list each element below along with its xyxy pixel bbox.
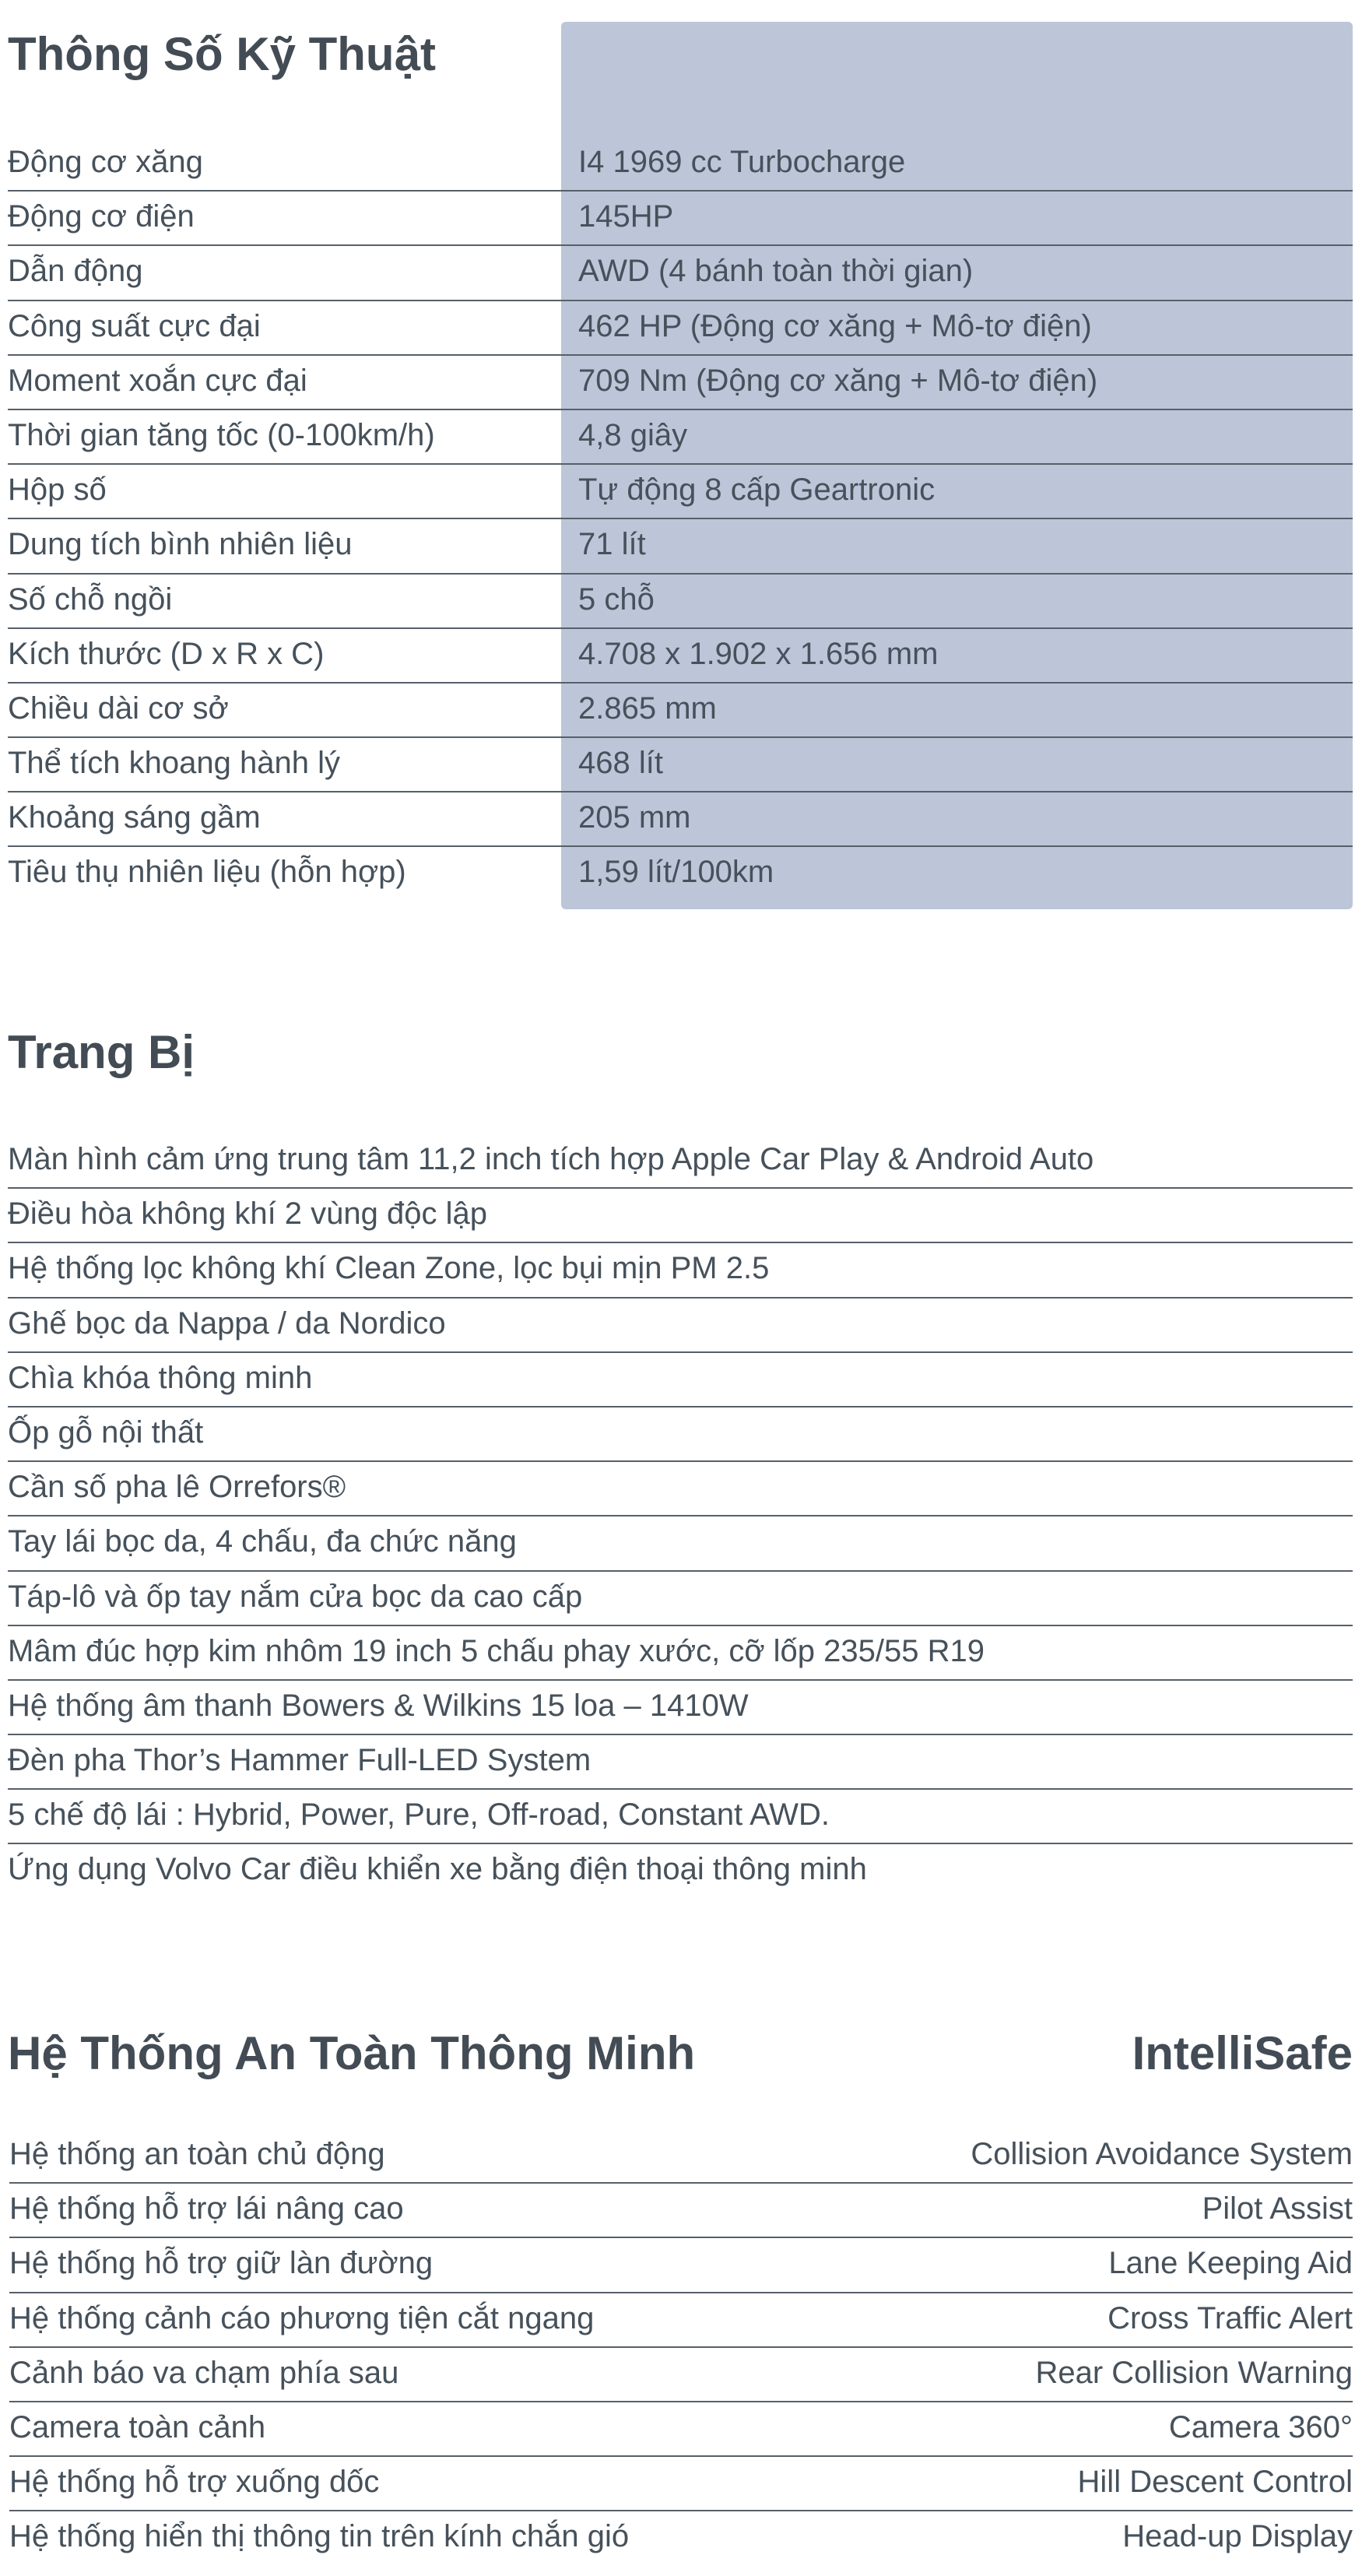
equipment-item [8,1243,1353,1298]
specs-table [8,137,1353,902]
spec-row [8,575,1353,629]
equipment-item-text: Màn hình cảm ứng trung tâm 11,2 inch tích hợp Apple Car Play & Android Auto [8,1142,1094,1176]
specs-title: Thông Số Kỹ Thuật [8,28,436,80]
spec-value: 1,59 lít/100km [578,855,774,890]
safety-value: Camera 360° [1168,2409,1353,2444]
safety-label: Hệ thống cảnh cáo phương tiện cắt ngang [9,2300,595,2335]
equipment-item-text: Chìa khóa thông minh [8,1360,313,1395]
spec-label: Thời gian tăng tốc (0-100km/h) [8,417,435,452]
spec-label: Thể tích khoang hành lý [8,746,340,781]
spec-row [8,738,1353,792]
spec-value: 4,8 giây [578,417,688,452]
spec-row [8,192,1353,246]
safety-label: Hệ thống hỗ trợ lái nâng cao [9,2191,404,2226]
spec-label: Kích thước (D x R x C) [8,636,325,671]
spec-value: 5 chỗ [578,582,655,617]
spec-row [8,465,1353,519]
spec-row [8,301,1353,356]
equipment-item [8,1516,1353,1571]
equipment-item [8,1735,1353,1790]
spec-value: 71 lít [578,527,646,562]
equipment-item-text: Ghế bọc da Nappa / da Nordico [8,1306,446,1341]
spec-value: 4.708 x 1.902 x 1.656 mm [578,636,939,671]
spec-value: I4 1969 cc Turbocharge [578,145,906,179]
spec-row [8,246,1353,300]
equipment-item-text: Táp-lô và ốp tay nắm cửa bọc da cao cấp [8,1579,583,1614]
spec-row [8,847,1353,901]
equipment-item-text: Đèn pha Thor’s Hammer Full-LED System [8,1743,591,1778]
safety-value: Collision Avoidance System [971,2137,1353,2171]
equipment-item-text: Mâm đúc hợp kim nhôm 19 inch 5 chấu phay xước, cỡ lốp 235/55 R19 [8,1633,985,1668]
spec-row [8,356,1353,410]
safety-value: Cross Traffic Alert [1108,2300,1353,2335]
spec-label: Công suất cực đại [8,308,261,343]
spec-label: Khoảng sáng gầm [8,800,261,835]
safety-row [9,2293,1353,2348]
safety-title: Hệ Thống An Toàn Thông Minh [8,2027,696,2079]
safety-label: Hệ thống hiển thị thông tin trên kính chắn gió [9,2519,630,2554]
safety-label: Camera toàn cảnh [9,2409,266,2444]
spec-row [8,684,1353,738]
spec-label: Dẫn động [8,254,143,289]
spec-row [8,519,1353,574]
spec-label: Chiều dài cơ sở [8,691,229,726]
safety-label: Hệ thống hỗ trợ xuống dốc [9,2465,380,2500]
safety-row [9,2184,1353,2238]
spec-label: Dung tích bình nhiên liệu [8,527,353,562]
spec-label: Tiêu thụ nhiên liệu (hỗn hợp) [8,855,406,890]
safety-label: Hệ thống hỗ trợ giữ làn đường [9,2246,434,2281]
equipment-title: Trang Bị [8,1026,195,1078]
safety-label: Hệ thống an toàn chủ động [9,2137,385,2171]
spec-label: Động cơ xăng [8,145,203,179]
spec-row [8,629,1353,684]
safety-brand: IntelliSafe [1132,2027,1353,2079]
spec-row [8,410,1353,465]
safety-value: Pilot Assist [1202,2191,1353,2226]
spec-value: 145HP [578,199,674,234]
equipment-item-text: Cần số pha lê Orrefors® [8,1470,346,1505]
safety-row [9,2402,1353,2457]
equipment-item-text: 5 chế độ lái : Hybrid, Power, Pure, Off-road, Constant AWD. [8,1798,830,1833]
safety-row [9,2238,1353,2293]
equipment-item [8,1353,1353,1407]
equipment-item [8,1681,1353,1735]
safety-row [9,2129,1353,2184]
equipment-item-text: Hệ thống âm thanh Bowers & Wilkins 15 loa – 1410W [8,1688,749,1723]
equipment-item-text: Ứng dụng Volvo Car điều khiển xe bằng điện thoại thông minh [8,1852,867,1887]
safety-value: Head-up Display [1122,2519,1353,2554]
spec-label: Moment xoắn cực đại [8,363,307,398]
equipment-item [8,1572,1353,1626]
equipment-item [8,1626,1353,1681]
equipment-item [8,1790,1353,1844]
equipment-item [8,1299,1353,1353]
equipment-item-text: Tay lái bọc da, 4 chấu, đa chức năng [8,1524,517,1559]
safety-value: Rear Collision Warning [1035,2355,1353,2390]
equipment-item-text: Ốp gỗ nội thất [8,1415,204,1450]
equipment-list [8,1134,1353,1899]
equipment-item [8,1844,1353,1899]
spec-value: Tự động 8 cấp Geartronic [578,473,935,508]
safety-row [9,2348,1353,2402]
equipment-item [8,1407,1353,1462]
equipment-item [8,1134,1353,1189]
spec-label: Hộp số [8,473,107,508]
safety-label: Cảnh báo va chạm phía sau [9,2355,399,2390]
equipment-item [8,1189,1353,1243]
safety-value: Hill Descent Control [1077,2465,1353,2500]
safety-table [9,2129,1353,2567]
spec-label: Động cơ điện [8,199,195,234]
spec-value: 2.865 mm [578,691,717,726]
spec-row [8,137,1353,192]
spec-label: Số chỗ ngồi [8,582,173,617]
spec-value: 468 lít [578,746,663,781]
spec-row [8,792,1353,847]
safety-row [9,2457,1353,2511]
equipment-item [8,1462,1353,1516]
spec-value: 462 HP (Động cơ xăng + Mô-tơ điện) [578,308,1092,343]
safety-row [9,2511,1353,2566]
spec-value: 709 Nm (Động cơ xăng + Mô-tơ điện) [578,363,1098,398]
equipment-item-text: Điều hòa không khí 2 vùng độc lập [8,1197,487,1232]
spec-value: 205 mm [578,800,691,835]
safety-value: Lane Keeping Aid [1108,2246,1353,2281]
spec-value: AWD (4 bánh toàn thời gian) [578,254,974,289]
equipment-item-text: Hệ thống lọc không khí Clean Zone, lọc bụi mịn PM 2.5 [8,1251,770,1286]
